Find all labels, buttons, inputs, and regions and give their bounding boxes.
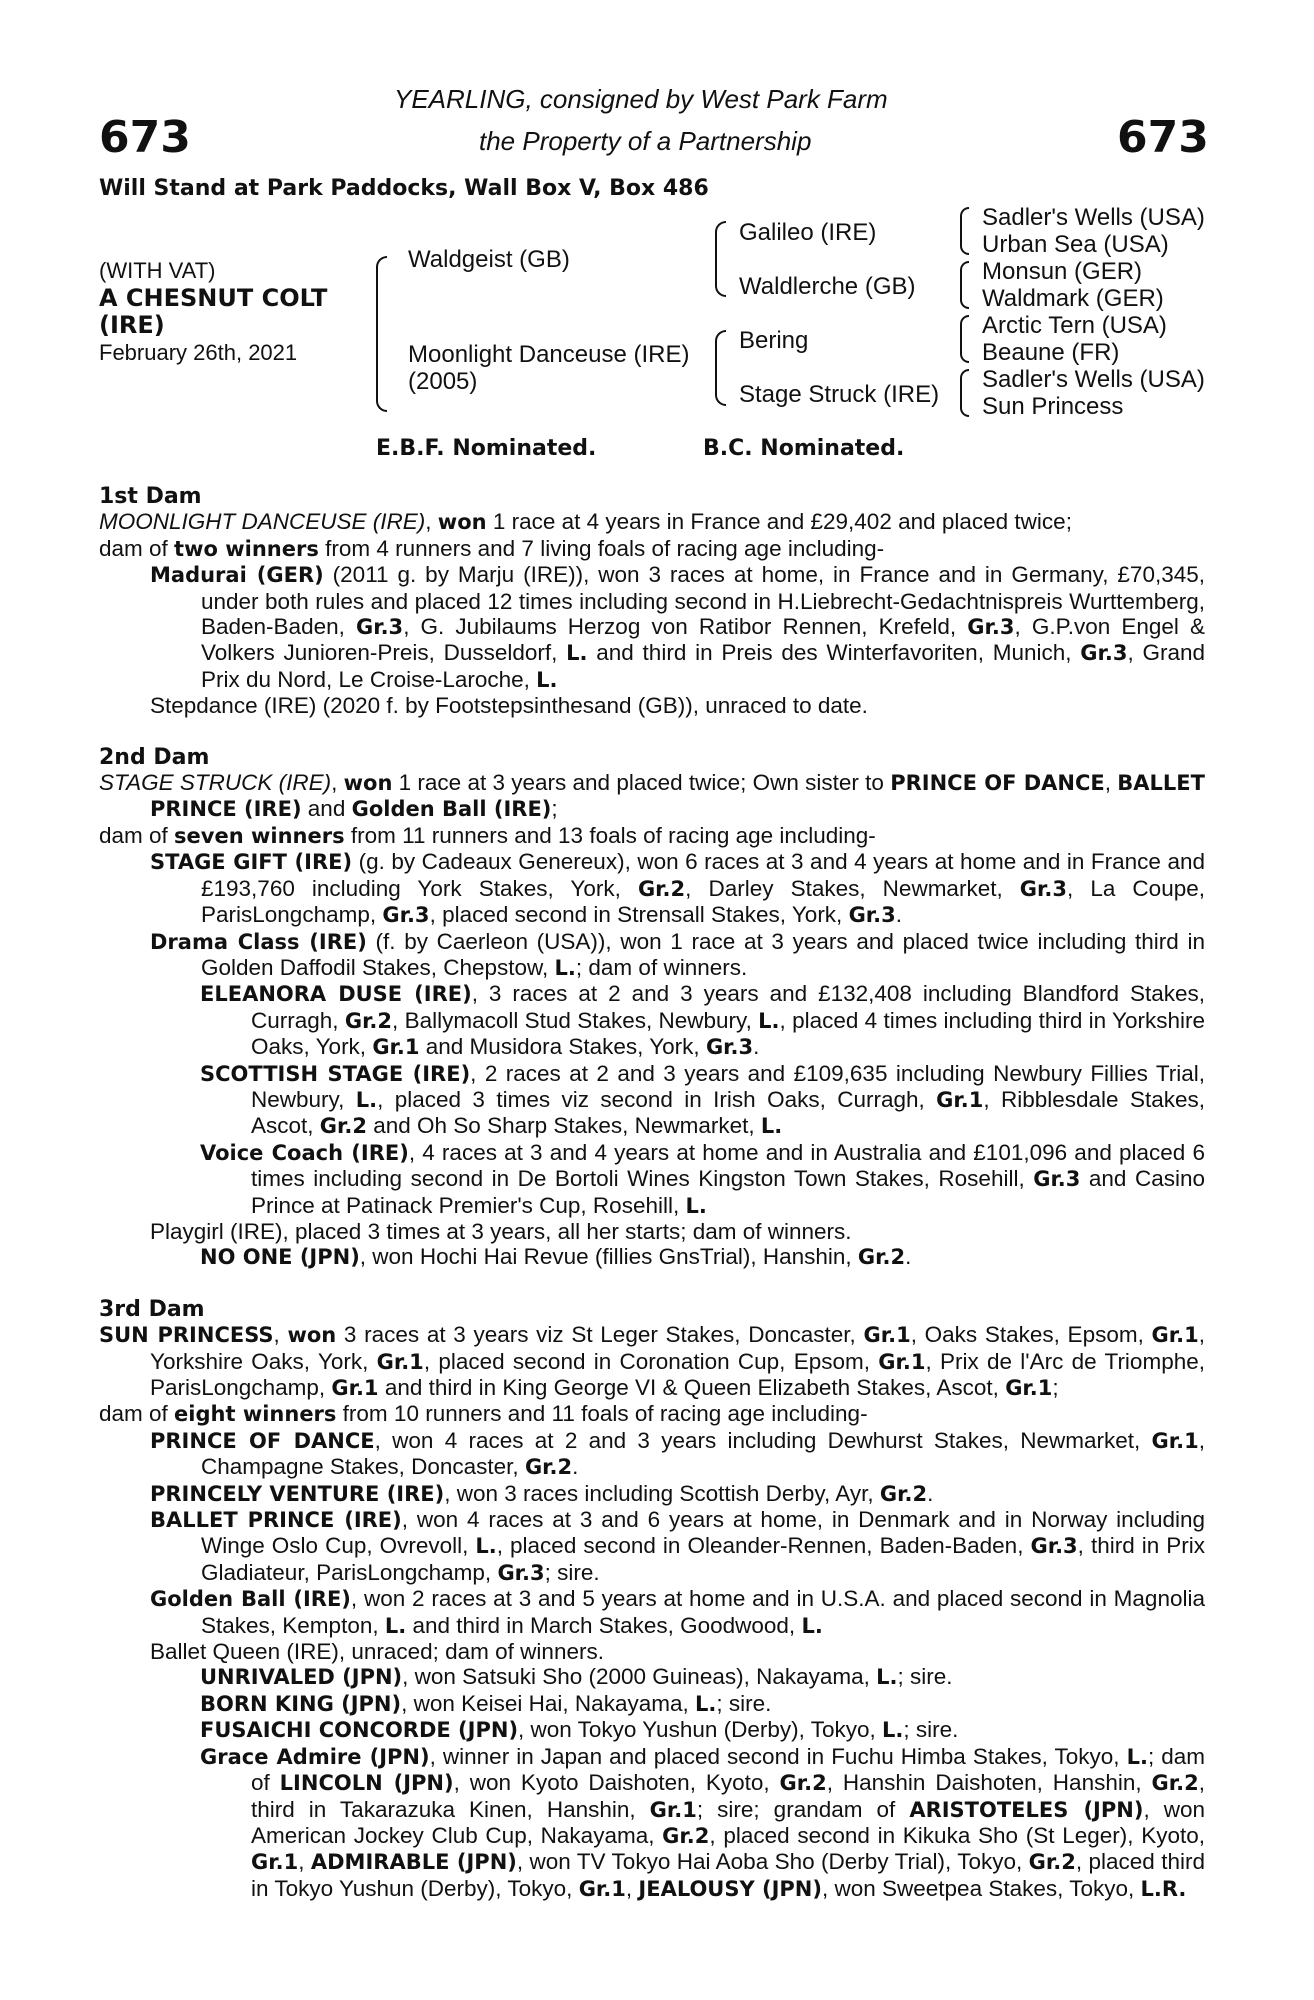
pedigree-brace-ss [960,207,969,255]
sire-name: Waldgeist (GB) [408,246,570,273]
third-dam-heading: 3rd Dam [99,1296,205,1322]
second-dam-para: STAGE STRUCK (IRE), won 1 race at 3 years and placed twice; Own sister to PRINCE OF DANCE, BALLET PRINCE (IRE) and Golden Ball (IRE); [99,770,1205,822]
produce-stage-gift: STAGE GIFT (IRE) (g. by Cadeaux Genereux), won 6 races at 3 and 4 years at home and in France and £193,760 including York Stakes, York, Gr.2, Darley Stakes, Newmarket, Gr.3, La Coupe, ParisLongchamp, Gr.3, placed second in Strensall Stakes, York, Gr.3. [150,849,1205,928]
stand-location: Will Stand at Park Paddocks, Wall Box V, Box 486 [99,176,709,201]
pedigree-brace-sd [960,261,969,309]
produce-drama-class: Drama Class (IRE) (f. by Caerleon (USA)), won 1 race at 3 years and placed twice including third in Golden Daffodil Stakes, Chepstow, L.; dam of winners. [150,928,1205,980]
produce-prince-of-dance: PRINCE OF DANCE, won 4 races at 2 and 3 years including Dewhurst Stakes, Newmarket, Gr.1, Champagne Stakes, Doncaster, Gr.2. [150,1427,1206,1480]
gen3-3: Monsun (GER) [982,258,1143,285]
produce-madurai: Madurai (GER) (2011 g. by Marju (IRE)), won 3 races at home, in France and in Germany, £70,345, under both rules and placed 12 times including second in H.Liebrecht-Gedachtnispreis Wurttemberg, Baden-Baden, Gr.3, G. Jubilaums Herzog von Ratibor Rennen, Krefeld, Gr.3, G.P.von Engel & Volkers Junioren-Preis, Dusseldorf, L. and third in Preis des Winterfavoriten, Munich, Gr.3, Grand Prix du Nord, Le Croise-Laroche, L. [150,562,1206,692]
dam-sire: Bering [739,327,809,354]
gen3-8: Sun Princess [982,393,1124,420]
produce-grace-admire: Grace Admire (JPN), winner in Japan and placed second in Fuchu Himba Stakes, Tokyo, L.; dam of LINCOLN (JPN), won Kyoto Daishoten, Kyoto, Gr.2, Hanshin Daishoten, Hanshin, Gr.2, third in Takarazuka Kinen, Hanshin, Gr.1; sire; grandam of ARISTOTELES (JPN), won American Jockey Club Cup, Nakayama, Gr.2, placed second in Kikuka Sho (St Leger), Kyoto, Gr.1, ADMIRABLE (JPN), won TV Tokyo Hai Aoba Sho (Derby Trial), Tokyo, Gr.2, placed third in Tokyo Yushun (Derby), Tokyo, Gr.1, JEALOUSY (JPN), won Sweetpea Stakes, Tokyo, L.R. [200,1743,1205,1901]
dam-dam: Stage Struck (IRE) [739,381,940,408]
gen3-6: Beaune (FR) [982,339,1120,366]
horse-country: (IRE) [99,311,165,339]
lot-number-left: 673 [99,112,191,163]
first-dam-produce: dam of two winners from 4 runners and 7 living foals of racing age including- [99,535,885,561]
pedigree-brace-dd [960,369,969,417]
horse-name: A CHESNUT COLT [99,284,328,312]
foaling-date: February 26th, 2021 [99,340,298,365]
gen3-2: Urban Sea (USA) [982,231,1169,258]
lot-number-right: 673 [1117,112,1209,163]
produce-eleanora-duse: ELEANORA DUSE (IRE), 3 races at 2 and 3 years and £132,408 including Blandford Stakes, Curragh, Gr.2, Ballymacoll Stud Stakes, Newbury, L., placed 4 times including third in Yorkshire Oaks, York, Gr.1 and Musidora Stakes, York, Gr.3. [200,981,1206,1060]
produce-princely-venture: PRINCELY VENTURE (IRE), won 3 races including Scottish Derby, Ayr, Gr.2. [150,1480,934,1506]
ebf-nomination: E.B.F. Nominated. [376,436,597,461]
sire-dam: Waldlerche (GB) [739,273,916,300]
produce-born-king: BORN KING (JPN), won Keisei Hai, Nakayama, L.; sire. [200,1690,772,1716]
produce-stepdance: Stepdance (IRE) (2020 f. by Footstepsinthesand (GB)), unraced to date. [150,693,868,719]
produce-ballet-prince: BALLET PRINCE (IRE), won 4 races at 3 and 6 years at home, in Denmark and in Norway including Winge Oslo Cup, Ovrevoll, L., placed second in Oleander-Rennen, Baden-Baden, Gr.3, third in Prix Gladiateur, ParisLongchamp, Gr.3; sire. [150,1507,1205,1585]
third-dam-produce: dam of eight winners from 10 runners and 11 foals of racing age including- [99,1401,868,1427]
pedigree-brace-ds [960,315,969,363]
produce-golden-ball: Golden Ball (IRE), won 2 races at 3 and 5 years at home and in U.S.A. and placed second in Magnolia Stakes, Kempton, L. and third in March Stakes, Goodwood, L. [150,1586,1205,1638]
produce-scottish-stage: SCOTTISH STAGE (IRE), 2 races at 2 and 3 years and £109,635 including Newbury Fillies Trial, Newbury, L., placed 3 times viz second in Irish Oaks, Curragh, Gr.1, Ribblesdale Stakes, Ascot, Gr.2 and Oh So Sharp Stakes, Newmarket, L. [200,1060,1205,1139]
dam-name: Moonlight Danceuse (IRE) [408,341,690,368]
produce-fusaichi-concorde: FUSAICHI CONCORDE (JPN), won Tokyo Yushun (Derby), Tokyo, L.; sire. [200,1717,959,1743]
third-dam-para: SUN PRINCESS, won 3 races at 3 years viz St Leger Stakes, Doncaster, Gr.1, Oaks Stakes, Epsom, Gr.1, Yorkshire Oaks, York, Gr.1, placed second in Coronation Cup, Epsom, Gr.1, Prix de l'Arc de Triomphe, ParisLongchamp, Gr.1 and third in King George VI & Queen Elizabeth Stakes, Ascot, Gr.1; [99,1322,1205,1400]
first-dam-heading: 1st Dam [99,484,202,509]
produce-unrivaled: UNRIVALED (JPN), won Satsuki Sho (2000 Guineas), Nakayama, L.; sire. [200,1664,953,1690]
vat-note: (WITH VAT) [99,258,216,283]
first-dam-para: MOONLIGHT DANCEUSE (IRE), won 1 race at 4 years in France and £29,402 and placed twice; [99,509,1072,535]
gen3-4: Waldmark (GER) [982,285,1164,312]
pedigree-brace-sire [715,221,726,297]
gen3-7: Sadler's Wells (USA) [982,366,1205,393]
bc-nomination: B.C. Nominated. [703,436,905,461]
second-dam-produce: dam of seven winners from 11 runners and 13 foals of racing age including- [99,822,876,848]
gen3-5: Arctic Tern (USA) [982,312,1167,339]
produce-voice-coach: Voice Coach (IRE), 4 races at 3 and 4 years at home and in Australia and £101,096 and placed 6 times including second in De Bortoli Wines Kingston Town Stakes, Rosehill, Gr.3 and Casino Prince at Patinack Premier's Cup, Rosehill, L. [200,1139,1206,1218]
gen3-1: Sadler's Wells (USA) [982,204,1205,231]
produce-no-one: NO ONE (JPN), won Hochi Hai Revue (fillies GnsTrial), Hanshin, Gr.2. [200,1244,912,1270]
property-line: the Property of a Partnership [479,126,812,156]
dam-year: (2005) [408,368,478,395]
produce-playgirl: Playgirl (IRE), placed 3 times at 3 years, all her starts; dam of winners. [150,1218,852,1244]
pedigree-brace-gen1 [376,256,387,412]
second-dam-heading: 2nd Dam [99,744,210,770]
pedigree-brace-dam [715,330,726,406]
sire-sire: Galileo (IRE) [739,219,877,246]
catalogue-body [99,458,1205,1902]
consignor-line: YEARLING, consigned by West Park Farm [394,84,888,114]
produce-ballet-queen: Ballet Queen (IRE), unraced; dam of winners. [150,1639,604,1665]
